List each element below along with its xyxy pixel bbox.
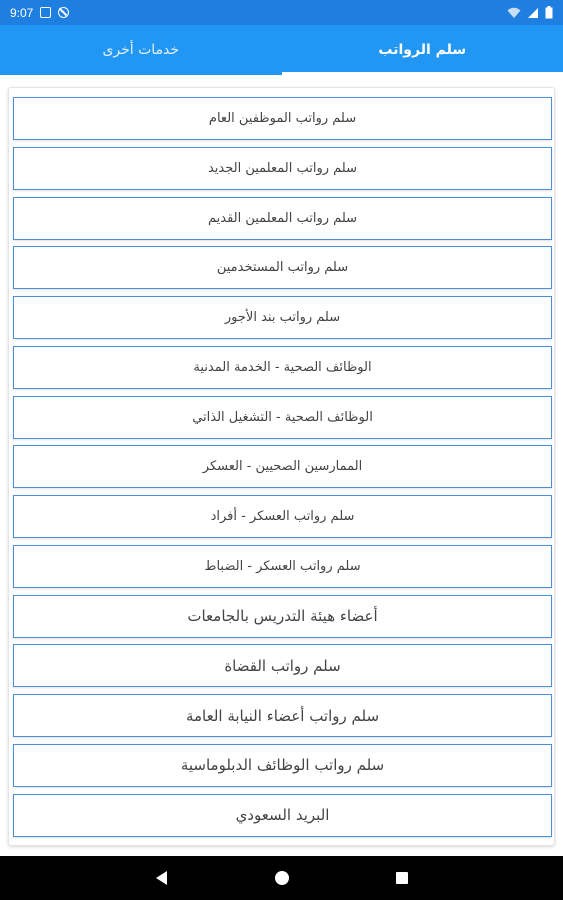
recents-button[interactable] bbox=[392, 868, 412, 888]
status-right bbox=[507, 6, 553, 19]
list-item[interactable] bbox=[13, 445, 552, 488]
list-item[interactable] bbox=[13, 147, 552, 190]
wifi-icon bbox=[507, 7, 521, 19]
battery-icon bbox=[545, 6, 553, 19]
list-item[interactable] bbox=[13, 296, 552, 339]
list-item[interactable] bbox=[13, 644, 552, 687]
list-item[interactable] bbox=[13, 694, 552, 737]
tab-other-services-label: خدمات أخرى bbox=[102, 42, 180, 58]
list-item[interactable] bbox=[13, 346, 552, 389]
tab-salary-scale-label: سلم الرواتب bbox=[378, 42, 467, 58]
home-icon bbox=[274, 870, 290, 886]
list-item[interactable] bbox=[13, 595, 552, 638]
back-icon bbox=[155, 870, 169, 886]
list-item-label: سلم رواتب القضاة bbox=[224, 656, 341, 675]
list-item-label: أعضاء هيئة التدريس بالجامعات bbox=[187, 607, 378, 625]
list-item[interactable] bbox=[13, 396, 552, 439]
home-button[interactable] bbox=[272, 868, 292, 888]
list-item[interactable] bbox=[13, 495, 552, 538]
list-item-label: الممارسين الصحيين - العسكر bbox=[202, 459, 363, 475]
list-item-label: سلم رواتب الموظفين العام bbox=[208, 111, 357, 126]
signal-icon bbox=[527, 7, 539, 19]
navigation-bar bbox=[0, 856, 563, 900]
recents-icon bbox=[395, 871, 409, 885]
salary-scale-list-panel bbox=[8, 87, 555, 846]
tab-salary-scale[interactable] bbox=[282, 25, 563, 75]
list-item-label: سلم رواتب المعلمين القديم bbox=[207, 210, 358, 226]
list-item[interactable] bbox=[13, 246, 552, 289]
list-item-label: الوظائف الصحية - التشغيل الذاتي bbox=[192, 409, 373, 425]
salary-scale-list bbox=[13, 97, 552, 843]
list-item-label: سلم رواتب المعلمين الجديد bbox=[207, 160, 358, 176]
notification-box-icon bbox=[40, 7, 51, 18]
list-item-label: سلم رواتب العسكر - الضباط bbox=[204, 558, 361, 574]
do-not-disturb-icon bbox=[58, 7, 69, 18]
tab-other-services[interactable] bbox=[0, 25, 282, 75]
list-item[interactable] bbox=[13, 794, 552, 837]
status-bar bbox=[0, 0, 563, 25]
list-item-label: سلم رواتب العسكر - أفراد bbox=[210, 509, 355, 524]
status-left bbox=[10, 6, 69, 20]
list-item-label: سلم رواتب بند الأجور bbox=[224, 310, 341, 325]
status-time: 9:07 bbox=[10, 5, 34, 20]
list-item-label: الوظائف الصحية - الخدمة المدنية bbox=[193, 359, 372, 375]
list-item[interactable] bbox=[13, 545, 552, 588]
list-item-label: سلم رواتب الوظائف الدبلوماسية bbox=[180, 756, 385, 775]
list-item[interactable] bbox=[13, 744, 552, 787]
list-item-label: البريد السعودي bbox=[235, 806, 330, 824]
list-item[interactable] bbox=[13, 97, 552, 140]
list-item-label: سلم رواتب أعضاء النيابة العامة bbox=[185, 706, 380, 725]
list-item-label: سلم رواتب المستخدمين bbox=[216, 260, 349, 276]
back-button[interactable] bbox=[152, 868, 172, 888]
list-item[interactable] bbox=[13, 197, 552, 240]
tab-bar bbox=[0, 25, 563, 75]
